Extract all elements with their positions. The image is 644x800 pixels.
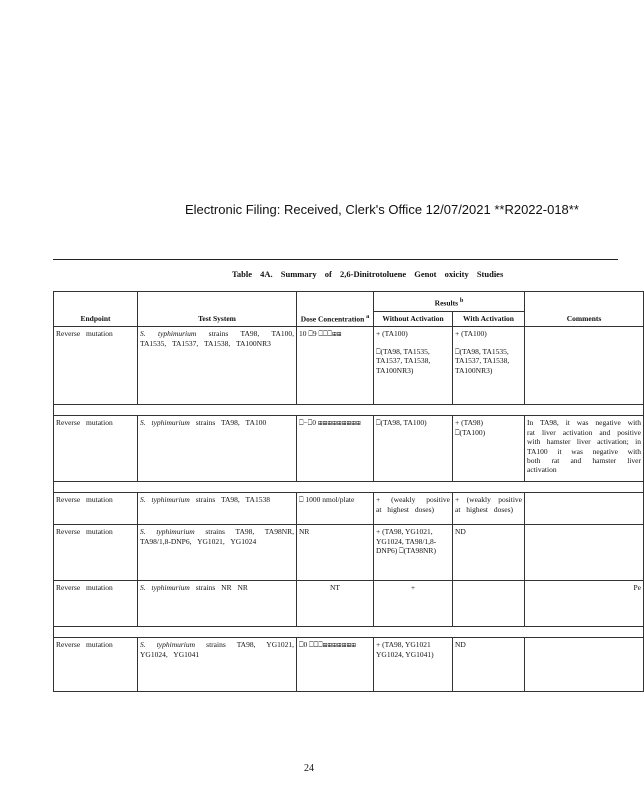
cell-dose: 10 ⎕9 ⎕⎕⎕⊞⊞: [297, 327, 374, 405]
strain-list: strains NR NR: [195, 583, 248, 593]
table-row: [54, 416, 644, 482]
species-name: S. typhimurium: [140, 527, 195, 537]
species-name: S. typhimurium: [140, 583, 190, 593]
strain-list: strains TA98, TA1538: [195, 495, 270, 505]
cell-with-activation: [453, 525, 525, 581]
cell-endpoint: Reverse mutation: [54, 416, 138, 482]
strain-list: strains TA98, TA100, TA1535, TA1537, TA1538, TA100NR3: [140, 329, 294, 348]
table-caption: Table 4A. Summary of 2,6-Dinitrotoluene Genot oxicity Studies: [232, 269, 504, 279]
cell-test-system: [138, 493, 297, 525]
cell-dose: ⎕ 1000 nmol/plate: [297, 493, 374, 525]
cell-comments: [525, 327, 644, 405]
strain-list: strains TA98, TA98NR, TA98/1,8-DNP6, YG1021, YG1024: [140, 527, 294, 546]
result-line: + (weakly positive at highest doses): [376, 495, 450, 514]
cell-endpoint: Reverse mutation: [54, 525, 138, 581]
result-line: + (TA100): [455, 329, 487, 339]
cell-with-activation: [453, 638, 525, 692]
cell-with-activation: [453, 416, 525, 482]
electronic-filing-stamp: Electronic Filing: Received, Clerk's Office 12/07/2021 **R2022-018**: [185, 202, 579, 217]
strain-list: strains TA98, YG1021, YG1024, YG1041: [140, 640, 294, 659]
cell-dose: NR: [297, 525, 374, 581]
species-name: S. typhimurium: [140, 418, 190, 428]
cell-test-system: [138, 416, 297, 482]
cell-dose: NT: [297, 581, 374, 627]
cell-without-activation: [374, 525, 453, 581]
cell-without-activation: [374, 638, 453, 692]
header-dose-note: a: [366, 312, 370, 320]
cell-endpoint: Reverse mutation: [54, 638, 138, 692]
species-name: S. typhimurium: [140, 329, 197, 339]
result-line: + (TA98, YG1021, YG1024, TA98/1,8-DNP6) ⎕(TA98NR): [376, 527, 437, 556]
header-test-system: Test System: [138, 292, 297, 327]
cell-without-activation: [374, 493, 453, 525]
header-dose-label: Dose Concentration: [300, 314, 365, 323]
cell-comments: [525, 493, 644, 525]
header-endpoint: Endpoint: [54, 292, 138, 327]
result-line: + (TA98, YG1021 YG1024, YG1041): [376, 640, 434, 659]
header-without-activation: Without Activation: [374, 312, 453, 327]
result-line: ⎕(TA98, TA1535, TA1537, TA1538, TA100NR3): [455, 346, 510, 375]
cell-with-activation: [453, 581, 525, 627]
table-row: [54, 525, 644, 581]
cell-with-activation: [453, 493, 525, 525]
cell-dose: ⎕−⎕0 ⊞⊞⊞⊞⊞⊞⊞⊞⊞: [297, 416, 374, 482]
table-row: [54, 327, 644, 405]
cell-with-activation: [453, 327, 525, 405]
cell-endpoint: Reverse mutation: [54, 493, 138, 525]
result-line: +: [410, 583, 416, 593]
cell-comments: In TA98, it was negative with rat liver activation and positive with hamster liver activation; in TA100 it was negative with both rat and hamster liver activation: [525, 416, 644, 482]
table-top-rule: [53, 259, 618, 260]
header-results: [374, 292, 525, 312]
cell-dose: ⎕0 ⎕⎕⎕⊞⊞⊞⊞⊞⊞⊞: [297, 638, 374, 692]
result-line: + (weakly positive at highest doses): [455, 495, 523, 514]
page-number: 24: [304, 763, 314, 774]
table-row: [54, 581, 644, 627]
cell-comments: Pe: [525, 581, 644, 627]
cell-test-system: [138, 581, 297, 627]
cell-comments: [525, 638, 644, 692]
header-with-activation: With Activation: [453, 312, 525, 327]
cell-endpoint: Reverse mutation: [54, 327, 138, 405]
result-line: + (TA100): [376, 329, 408, 339]
species-name: S. typhimurium: [140, 640, 196, 650]
cell-endpoint: Reverse mutation: [54, 581, 138, 627]
cell-test-system: [138, 638, 297, 692]
cell-test-system: [138, 525, 297, 581]
species-name: S. typhimurium: [140, 495, 190, 505]
cell-without-activation: [374, 416, 453, 482]
header-results-note: b: [459, 297, 464, 305]
table-row: [54, 493, 644, 525]
cell-without-activation: [374, 581, 453, 627]
cell-without-activation: [374, 327, 453, 405]
genotoxicity-summary-table: [53, 291, 644, 692]
table-row: [54, 638, 644, 692]
cell-test-system: [138, 327, 297, 405]
cell-comments: [525, 525, 644, 581]
header-results-label: Results: [434, 298, 458, 308]
table-header-row: [54, 292, 644, 312]
result-line: + (TA98): [455, 418, 483, 428]
strain-list: strains TA98, TA100: [195, 418, 267, 428]
result-line: ND: [455, 527, 466, 537]
result-line: ⎕(TA98, TA1535, TA1537, TA1538, TA100NR3): [376, 346, 431, 375]
header-dose: [297, 292, 374, 327]
result-line: ND: [455, 640, 466, 650]
header-comments: Comments: [525, 292, 644, 327]
result-line: ⎕(TA98, TA100): [376, 418, 427, 428]
result-line: ⎕(TA100): [455, 427, 486, 437]
